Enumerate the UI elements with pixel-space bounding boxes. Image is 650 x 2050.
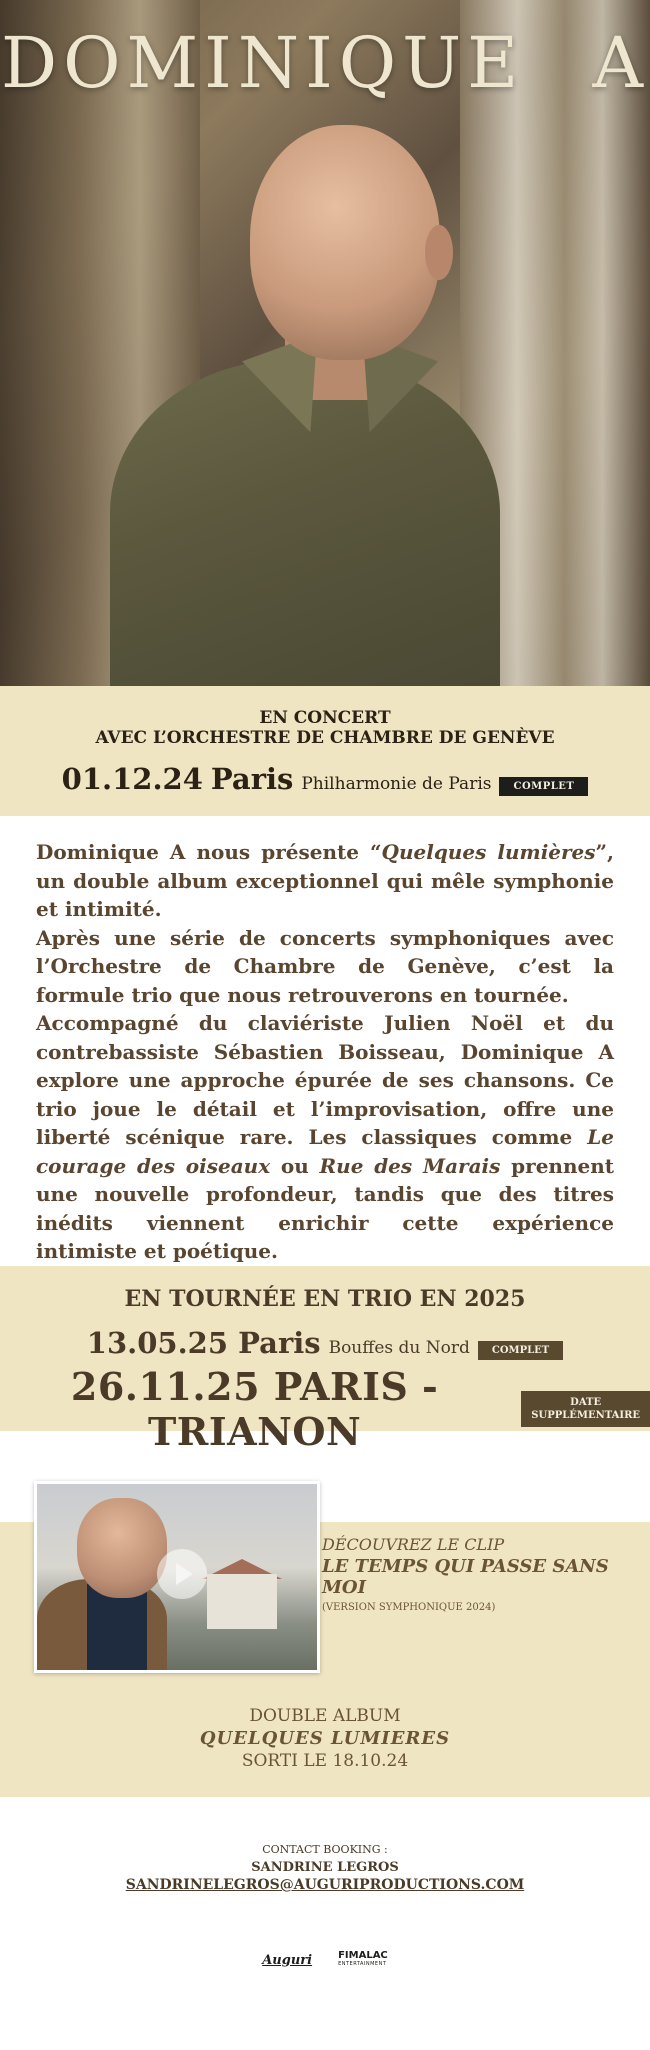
artist-ear [425,225,453,280]
tour-date-row-1 [0,1326,650,1360]
description-paragraph-2: Après une série de concerts symphoniques avec l’Orchestre de Chambre de Genève, c’est la formule trio que nous retrouverons en tournée. [36,925,614,1007]
thumb-house [207,1574,277,1629]
fimalac-logo[interactable]: FIMALAC ENTERTAINMENT [338,1950,388,1967]
contact-booking [0,1843,650,1893]
description-paragraph-1: Dominique A nous présente “Quelques lumières”, un double album exceptionnel qui mêle symphonie et intimité. [36,840,615,921]
thumb-head [77,1498,167,1598]
tour-band [0,1266,650,1454]
sold-out-badge: COMPLET [499,777,588,796]
sold-out-badge-2: COMPLET [478,1341,563,1360]
clip-version: (VERSION SYMPHONIQUE 2024) [322,1602,496,1613]
album-release: SORTI LE 18.10.24 [241,1751,409,1771]
video-thumbnail[interactable] [34,1481,320,1673]
contact-name: SANDRINE LEGROS [251,1860,399,1875]
tour-date-row-2 [0,1364,650,1454]
description [36,838,614,1266]
clip-title: LE TEMPS QUI PASSE SANS MOI [322,1556,609,1598]
tour-date-2: 26.11.25 PARIS - TRIANON [70,1364,439,1454]
clip-link[interactable] [322,1535,642,1613]
clip-discover: DÉCOUVREZ LE CLIP [322,1535,505,1554]
concert-heading: EN CONCERT [259,708,391,728]
album-title: QUELQUES LUMIERES [199,1728,451,1749]
contact-label: CONTACT BOOKING : [262,1843,388,1856]
play-icon[interactable] [157,1549,207,1599]
contact-email-link[interactable]: SANDRINELEGROS@AUGURIPRODUCTIONS.COM [125,1877,525,1893]
concert-band [0,686,650,816]
tour-date-1: 13.05.25 Paris [86,1326,321,1360]
tour-heading: EN TOURNÉE EN TRIO EN 2025 [124,1286,526,1312]
album-title-emphasis: Quelques lumières [381,840,596,864]
album-info [0,1706,650,1771]
artist-title: DOMINIQUE A [0,22,650,104]
description-paragraph-3: Accompagné du claviériste Julien Noël et du contrebassiste Sébastien Boisseau, Dominique A explore une approche épurée de ses chansons. Ce trio joue le détail et l’improvisation, offre une liberté scénique rare. Les classiques comme Le courage des oiseaux ou Rue des Marais prennent une nouvelle profondeur, tandis que des titres inédits viennent enrichir cette expérience intimiste et poétique. [36,1011,615,1263]
artist-head [250,125,440,360]
song-title-2: Rue des Marais [319,1153,501,1178]
concert-date: 01.12.24 [61,762,203,796]
hero-photo [0,0,650,686]
song-title-1: Le courage des oiseaux [36,1125,614,1178]
concert-date-row [0,762,650,796]
partner-logos [0,1951,650,1969]
concert-city: Paris [210,762,294,796]
concert-venue: Philharmonie de Paris [301,774,492,794]
album-type: DOUBLE ALBUM [249,1706,401,1726]
concert-subheading: AVEC L’ORCHESTRE DE CHAMBRE DE GENÈVE [95,728,555,748]
auguri-logo[interactable]: Auguri [262,1952,313,1968]
extra-date-badge: DATE SUPPLÉMENTAIRE [521,1391,650,1427]
tour-venue-1: Bouffes du Nord [328,1338,470,1358]
